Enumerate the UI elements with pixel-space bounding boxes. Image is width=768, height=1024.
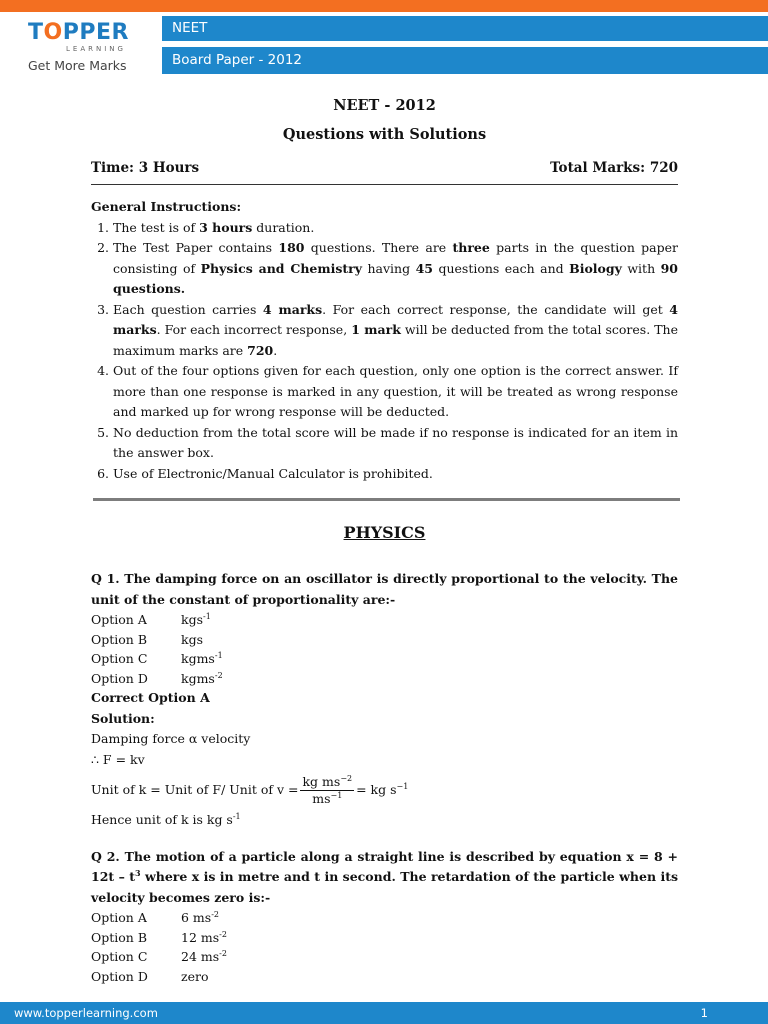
- logo-brand: TOPPER: [28, 20, 129, 45]
- option-row: Option B kgs: [91, 631, 203, 647]
- instruction-item: 3. Each question carries 4 marks. For each correct response, the candidate will get 4 marks. For each incorrect response, 1 mark will be deducted from the total scores. The maximum marks are 720.: [113, 300, 678, 362]
- solution-conclusion: Hence unit of k is kg $s^{-1}$: [91, 811, 241, 827]
- logo-tagline: Get More Marks: [28, 58, 127, 73]
- page-number: 1: [700, 1006, 708, 1020]
- exam-name-bar: NEET: [162, 16, 768, 41]
- solution-line: Damping force α velocity: [91, 731, 251, 746]
- instruction-item: 5. No deduction from the total score will be made if no response is indicated for an item in the answer box.: [113, 423, 678, 464]
- instructions-list: [91, 218, 678, 485]
- option-row: Option D zero: [91, 968, 209, 984]
- instruction-item: 2. The Test Paper contains 180 questions. There are three parts in the question paper consisting of Physics and Chemistry having 45 questions each and Biology with 90 questions.: [113, 238, 678, 300]
- time-marks-row: [91, 154, 678, 178]
- instruction-item: 1. The test is of 3 hours duration.: [113, 218, 678, 239]
- option-row: Option A 6 $ms^{-2}$: [91, 909, 219, 925]
- question-2-text: Q 2. The motion of a particle along a straight line is described by equation $x = 8 + 12t - t^3$ where x is in metre and t in second. The retardation of the particle when its velocity becomes zero is:-: [91, 848, 679, 905]
- page-subtitle: Questions with Solutions: [282, 126, 487, 143]
- unit-fraction: $\frac{kg ms^{-2}}{ms^{-1}}$: [302, 773, 353, 806]
- question-1-options: [91, 610, 678, 688]
- footer-url-link[interactable]: www.topperlearning.com: [14, 1006, 158, 1020]
- document-body: [91, 96, 678, 986]
- time-allowed: Time: 3 Hours: [91, 160, 200, 176]
- option-row: Option D kgms$^{-2}$: [91, 670, 223, 686]
- instruction-item: 6. Use of Electronic/Manual Calculator is prohibited.: [113, 464, 678, 485]
- solution-line: ∴ F = kv: [91, 751, 145, 767]
- total-marks: Total Marks: 720: [550, 160, 678, 176]
- unit-equation: Unit of k = Unit of F/ Unit of v = $\frac{kg ms^{-2}}{ms^{-1}}$ = kg $s^{-1}$: [91, 773, 409, 806]
- question-1-text: Q 1. The damping force on an oscillator is directly proportional to the velocity. The unit of the constant of proportionality are:-: [91, 571, 678, 607]
- option-row: Option B 12 $ms^{-2}$: [91, 929, 227, 945]
- instructions-heading: General Instructions:: [91, 199, 242, 214]
- option-row: Option A kgs$^{-1}$: [91, 611, 211, 627]
- section-heading: PHYSICS: [343, 523, 426, 542]
- section-divider: [93, 498, 680, 501]
- option-row: Option C kgms$^{-1}$: [91, 650, 223, 666]
- paper-name-bar: Board Paper - 2012: [162, 47, 768, 74]
- instruction-item: 4. Out of the four options given for each question, only one option is the correct answer. If more than one response is marked in any question, it will be treated as wrong response and marked up for wrong response will be deducted.: [113, 361, 678, 423]
- option-row: Option C 24 $ms^{-2}$: [91, 948, 227, 964]
- footer-bar: [0, 1003, 768, 1024]
- question-2-options: [91, 908, 678, 986]
- page-title: NEET - 2012: [333, 97, 436, 114]
- logo-subtext: LEARNING: [66, 45, 126, 53]
- correct-option: Correct Option A: [91, 690, 210, 705]
- topper-logo[interactable]: [0, 12, 160, 76]
- top-accent-stripe: [0, 0, 768, 12]
- solution-label: Solution:: [91, 710, 155, 726]
